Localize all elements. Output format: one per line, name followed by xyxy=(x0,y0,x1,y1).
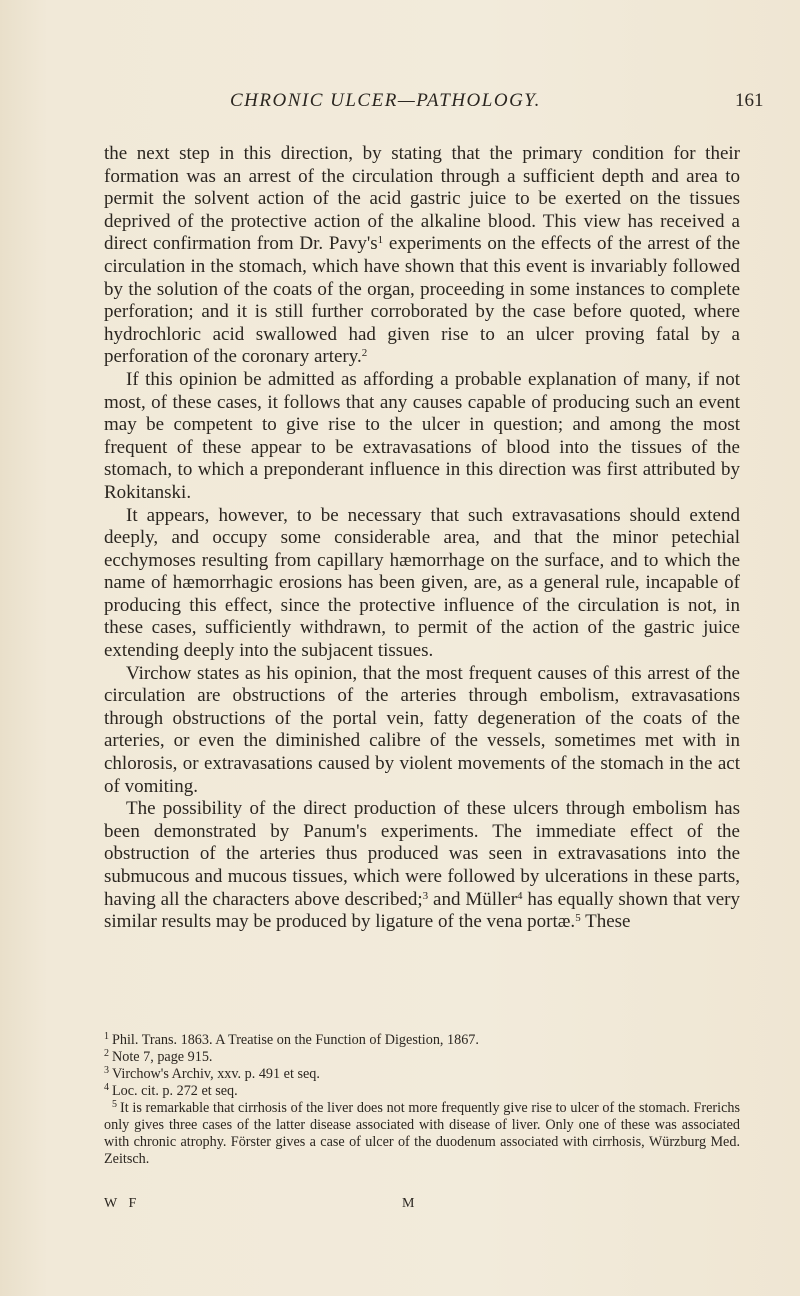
paragraph xyxy=(104,663,740,799)
paragraph xyxy=(104,143,740,369)
footnote xyxy=(104,1100,740,1168)
paragraph-text: experiments on the effects of the arrest of the circulation in the stomach, which have shown that this event is invariably followed by the solution of the coats of the organ, proceeding in some instances to complete perforation; and it is still further corroborated by the case before quoted, where hydrochloric acid swallowed had given rise to an ulcer proving fatal by a perforation of the coronary artery. xyxy=(104,233,740,368)
footnote-mark: 4 xyxy=(104,1082,109,1093)
paragraph xyxy=(104,505,740,663)
footnote-text: Note 7, page 915. xyxy=(112,1049,213,1065)
footnote xyxy=(104,1032,740,1049)
footnote-mark: 5 xyxy=(112,1099,117,1110)
paragraph-text: the next step in this direction, by stating that the primary condition for their formation was an arrest of the circulation through a sufficient depth and area to permit the solvent action of the acid gastric juice to be exerted on the tissues deprived of the protective action of the alkaline blood. This view has received a direct confirmation from Dr. Pavy's xyxy=(104,143,740,255)
footnotes xyxy=(104,1032,740,1168)
footnote-ref: 5 xyxy=(575,912,581,925)
footnote-text: Loc. cit. p. 272 et seq. xyxy=(112,1083,238,1099)
printer-signature xyxy=(104,1196,740,1214)
footnote xyxy=(104,1083,740,1100)
footnote xyxy=(104,1066,740,1083)
page-header xyxy=(0,90,800,120)
footnote-mark: 1 xyxy=(104,1031,109,1042)
footnote xyxy=(104,1049,740,1066)
paragraph-text: These xyxy=(580,911,631,933)
footnote-text: Phil. Trans. 1863. A Treatise on the Function of Digestion, 1867. xyxy=(112,1032,479,1048)
signature-letters: W F xyxy=(104,1196,141,1211)
paragraph-text: The possibility of the direct production of these ulcers through embolism has been demonstrated by Panum's experiments. The immediate effect of the obstruction of the arteries thus produced was seen in extravasations into the submucous and mucous tissues, which were followed by ulcerations in these parts, having all the characters above described; xyxy=(104,798,740,910)
body-text xyxy=(104,143,740,934)
footnote-mark: 3 xyxy=(104,1065,109,1076)
footnote-text: Virchow's Archiv, xxv. p. 491 et seq. xyxy=(112,1066,320,1082)
footnote-mark: 2 xyxy=(104,1048,109,1059)
paragraph-text: and Müller xyxy=(428,888,518,910)
paragraph-text: has equally shown that very similar results may be produced by ligature of the vena portæ. xyxy=(104,888,740,933)
footnote-ref: 2 xyxy=(361,347,368,360)
footnote-ref: 3 xyxy=(422,889,429,902)
page-number: 161 xyxy=(735,90,764,111)
running-title: CHRONIC ULCER—PATHOLOGY. xyxy=(230,90,541,111)
paragraph xyxy=(104,369,740,505)
paragraph-text: If this opinion be admitted as affording a probable explanation of many, if not most, of these cases, it follows that any causes capable of producing such an event may be competent to give rise to the ulcer in question; and among the most frequent of these appear to be extravasations of blood into the tissues of the stomach, to which a preponderant influence in this direction was first attributed by Rokitanski. xyxy=(104,368,740,503)
footnote-ref: 4 xyxy=(517,889,523,902)
paragraph xyxy=(104,798,740,934)
signature-mark: M xyxy=(402,1196,415,1211)
footnote-text: It is remarkable that cirrhosis of the liver does not more frequently give rise to ulcer of the stomach. Frerichs only gives three cases of the latter disease associated with disease of liver. Only one of these was associated with chronic atrophy. Förster gives a case of ulcer of the duodenum associated with cirrhosis, Würzburg Med. Zeitsch. xyxy=(104,1100,740,1167)
paragraph-text: Virchow states as his opinion, that the most frequent causes of this arrest of the circulation are obstructions of the arteries through embolism, extravasations through obstructions of the portal vein, fatty degeneration of the coats of the arteries, or even the diminished calibre of the vessels, sometimes met with in chlorosis, or extravasations caused by violent movements of the stomach in the act of vomiting. xyxy=(104,662,740,797)
footnote-ref: 1 xyxy=(377,234,384,247)
paragraph-text: It appears, however, to be necessary that such extravasations should extend deeply, and occupy some considerable area, and that the minor petechial ecchymoses resulting from capillary hæmorrhage on the surface, and to which the name of hæmorrhagic erosions has been given, are, as a general rule, incapable of producing this effect, since the protective influence of the circulation is not, in these cases, sufficiently withdrawn, to permit of the action of the gastric juice extending deeply into the subjacent tissues. xyxy=(104,504,740,662)
